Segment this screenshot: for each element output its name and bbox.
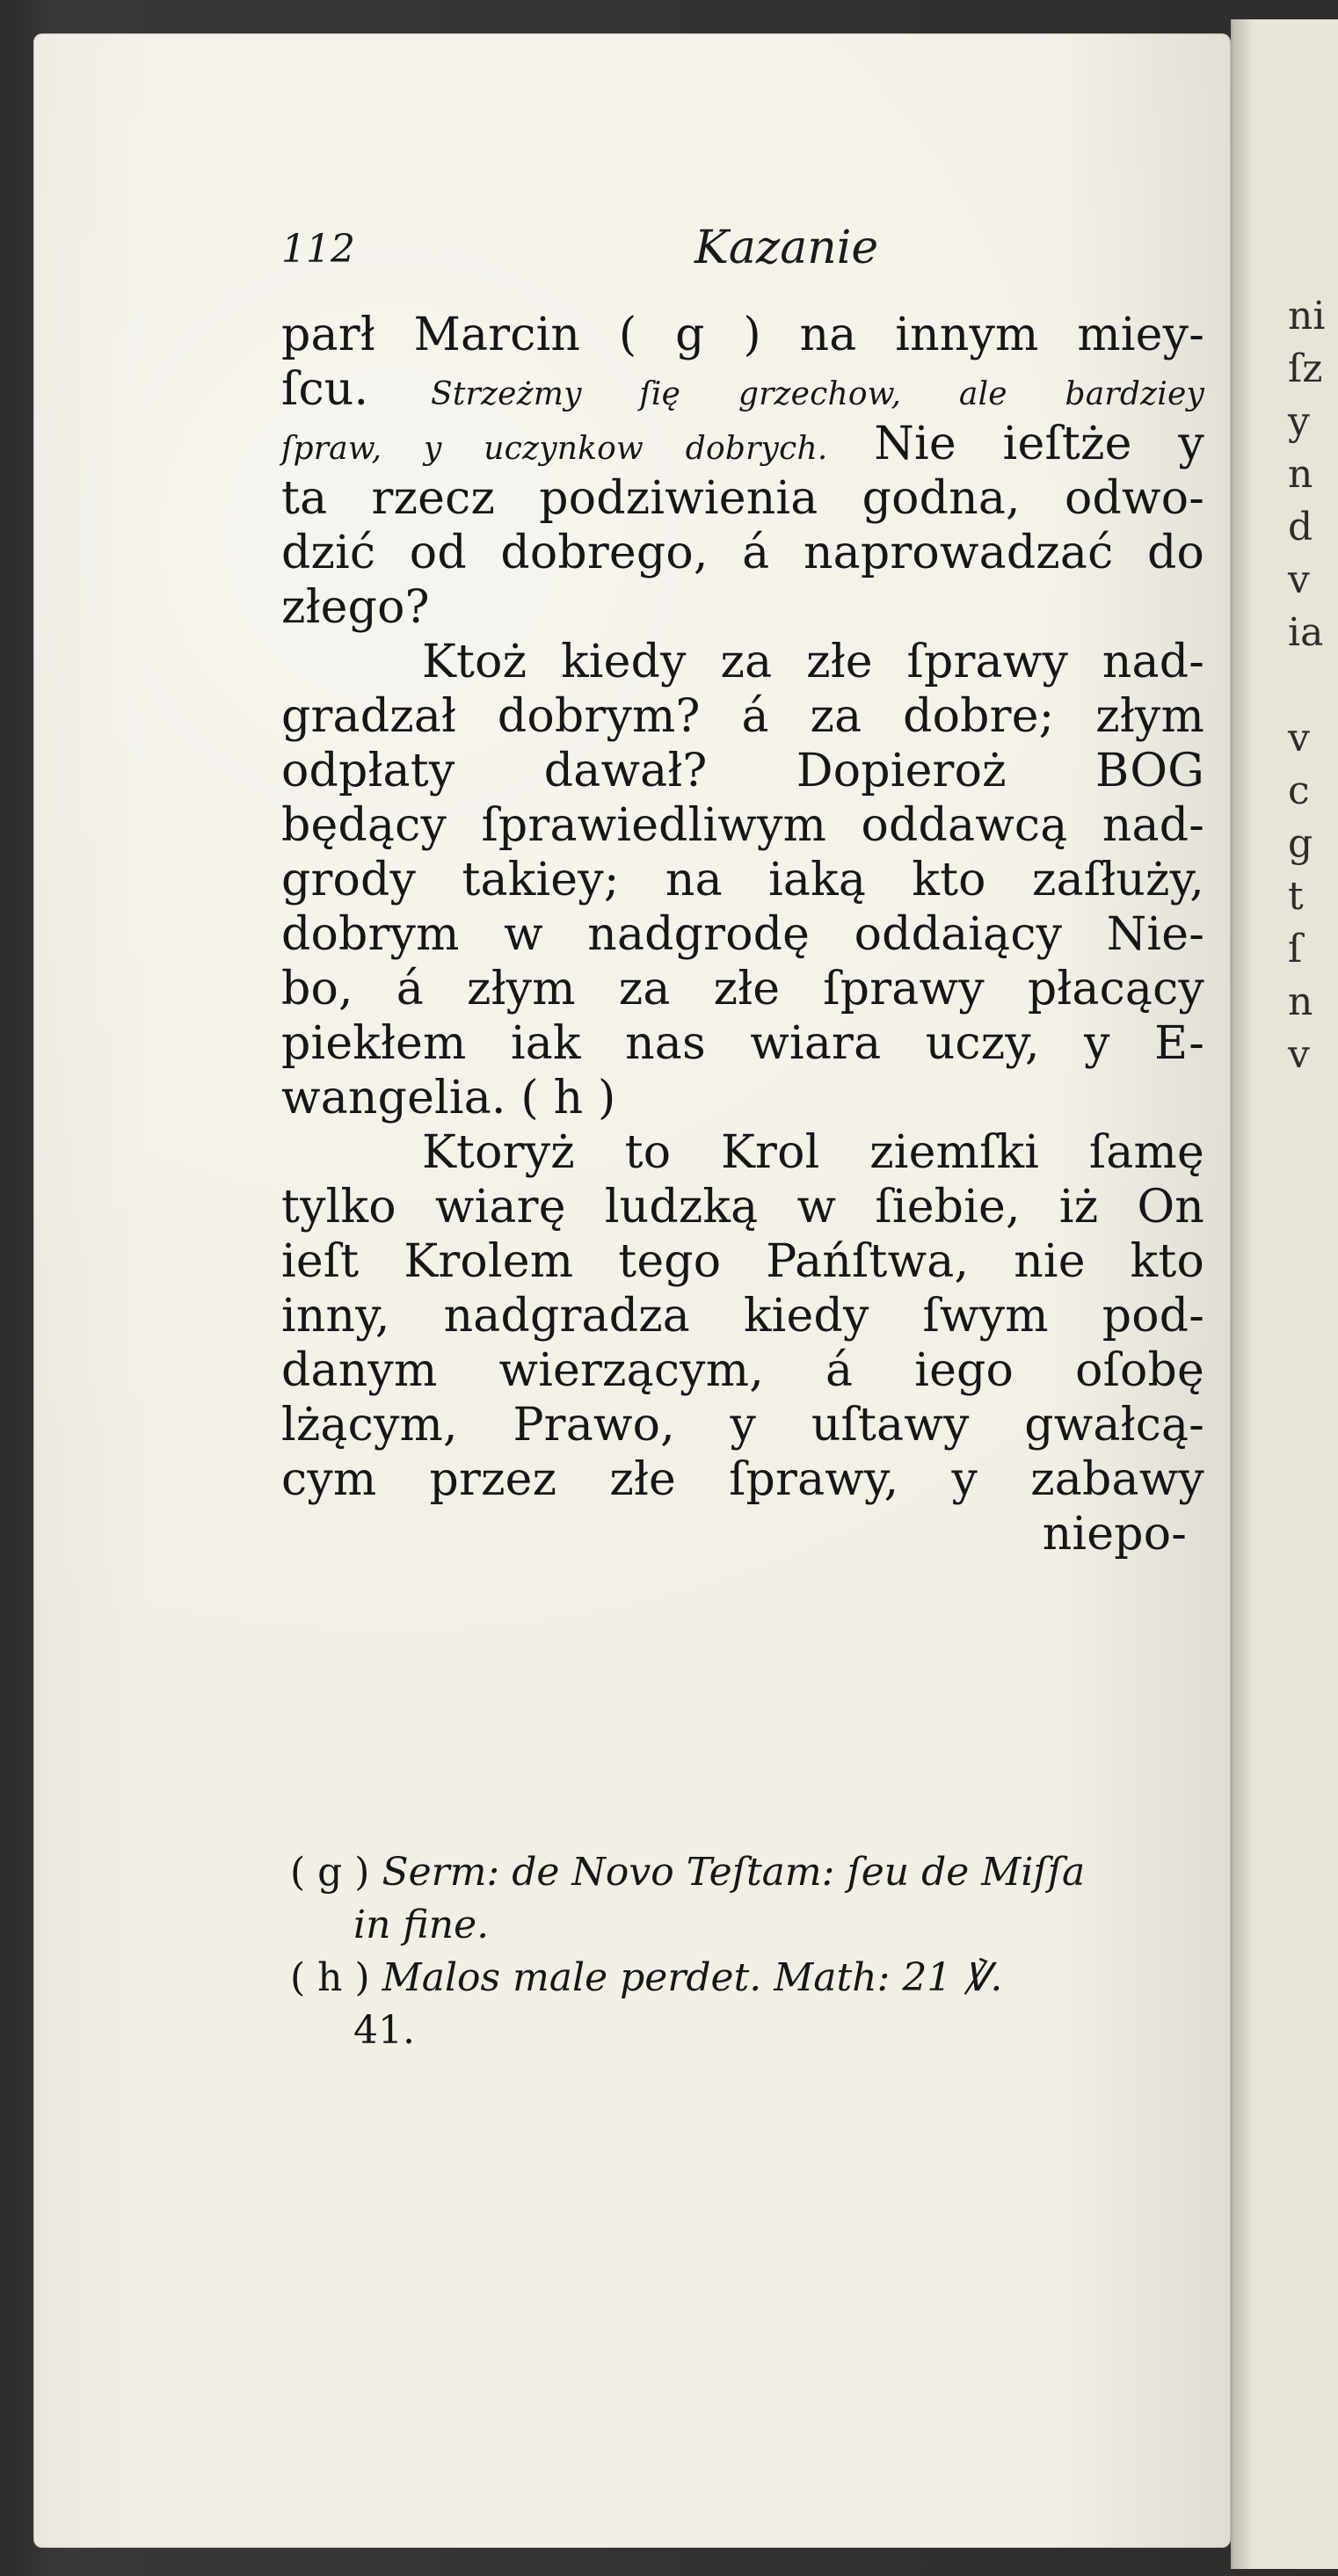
italic-quote: ſpraw, y uczynkow dobrych. — [281, 431, 828, 467]
text-line: tylko wiarę ludzką w ſiebie, iż On — [281, 1181, 1204, 1233]
facing-fragment: v — [1288, 557, 1310, 602]
catchword: niepo- — [1042, 1508, 1187, 1561]
text-line: złego? — [281, 581, 430, 634]
footnote-label: ( g ) — [290, 1850, 370, 1895]
footnote-g — [290, 1846, 1204, 1899]
text-line: inny, nadgradza kiedy ſwym pod- — [281, 1290, 1204, 1343]
text-line: odpłaty dawał? Dopieroż BOG — [281, 745, 1204, 797]
text-line: lżącym, Prawo, y uſtawy gwałcą- — [281, 1399, 1204, 1452]
facing-fragment: v — [1288, 1032, 1310, 1077]
footnote-continuation: in fine. — [353, 1903, 490, 1947]
facing-fragment: d — [1288, 505, 1313, 549]
facing-fragment: t — [1288, 874, 1304, 919]
facing-fragment: g — [1288, 821, 1313, 866]
footnotes — [290, 1846, 1204, 2057]
text-line: gradzał dobrym? á za dobre; złym — [281, 690, 1204, 743]
text-line: ieſt Krolem tego Pańſtwa, nie kto — [281, 1235, 1204, 1288]
text-line: ſpraw, y uczynkow dobrych. Nie ieſtże y — [281, 418, 1205, 470]
text-line: będący ſprawiedliwym oddawcą nad- — [281, 799, 1204, 852]
text-line: piekłem iak nas wiara uczy, y E- — [281, 1017, 1204, 1070]
facing-fragment: y — [1288, 399, 1310, 444]
facing-gap — [1288, 659, 1338, 712]
facing-fragment: n — [1288, 979, 1313, 1024]
running-title: Kazanie — [694, 222, 879, 274]
footnote-h — [290, 1952, 1204, 2005]
page-number: 112 — [281, 227, 355, 272]
italic-quote: Strzeżmy ſię grzechow, ale bardziey — [431, 376, 1204, 412]
text-line: ſcu. Strzeżmy ſię grzechow, ale bardziey — [281, 363, 1204, 416]
footnote-text: Malos male perdet. Math: 21 ℣. — [382, 1955, 1003, 2000]
text-line: grody takiey; na iaką kto zaſłuży, — [281, 854, 1204, 906]
text-line: danym wierzącym, á iego oſobę — [281, 1344, 1204, 1397]
facing-fragment: ia — [1288, 610, 1324, 655]
facing-fragment: ſz — [1288, 346, 1323, 391]
facing-fragment: n — [1288, 452, 1313, 497]
text-line: wangelia. ( h ) — [281, 1072, 616, 1124]
text-line: dzić od dobrego, á naprowadzać do — [281, 527, 1204, 579]
text-line: dobrym w nadgrodę oddaiący Nie- — [281, 908, 1204, 961]
footnote-label: ( h ) — [290, 1955, 370, 2000]
facing-fragment: ni — [1288, 294, 1326, 338]
text-line: cym przez złe ſprawy, y zabawy — [281, 1453, 1204, 1506]
text-line: Ktoż kiedy za złe ſprawy nad- — [422, 636, 1204, 688]
page-body — [281, 308, 1204, 1561]
facing-fragment: ſ — [1288, 927, 1303, 971]
text-line: bo, á złym za złe ſprawy płacący — [281, 963, 1204, 1015]
facing-page-fragments — [1288, 290, 1338, 1081]
text-line: parł Marcin ( g ) na innym miey- — [281, 309, 1204, 361]
footnote-text: Serm: de Novo Teſtam: ſeu de Miſſa — [382, 1850, 1086, 1895]
text-line: Ktoryż to Krol ziemſki ſamę — [422, 1126, 1204, 1179]
facing-fragment: v — [1288, 716, 1310, 760]
facing-fragment: c — [1288, 768, 1310, 813]
footnote-continuation: 41. — [353, 2008, 415, 2053]
page-header — [281, 222, 1204, 297]
text-line: ta rzecz podziwienia godna, odwo- — [281, 472, 1204, 525]
